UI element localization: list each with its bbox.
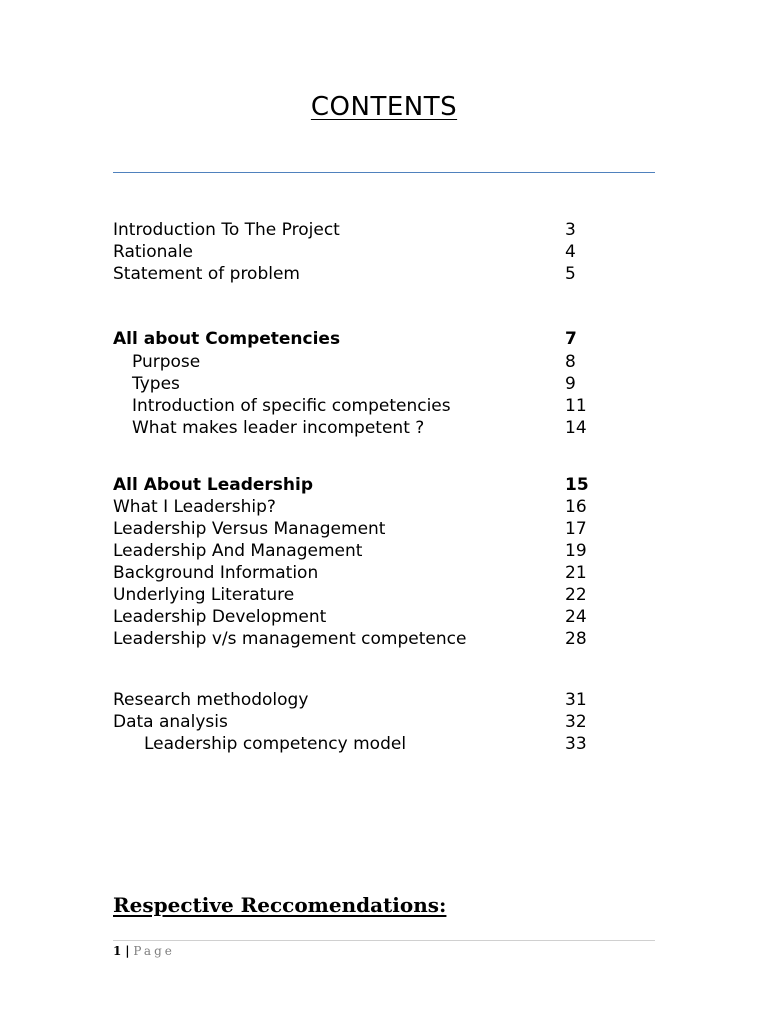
toc-entry [113, 606, 593, 628]
toc-entry [113, 395, 593, 417]
toc-entry-page: 7 [565, 329, 577, 349]
toc-entry-label: Purpose [132, 352, 201, 372]
toc-entry [113, 496, 593, 518]
toc-entry [113, 628, 593, 650]
toc-entry-label: Leadership Development [113, 607, 327, 627]
title-divider [113, 172, 655, 173]
toc-entry [113, 373, 593, 395]
toc-entry-page: 31 [565, 690, 587, 710]
toc-entry-page: 8 [565, 352, 576, 372]
footer-divider [113, 940, 655, 941]
toc-entry-page: 5 [565, 264, 576, 284]
toc-entry-label: Data analysis [113, 712, 228, 732]
toc-entry-label: Leadership competency model [144, 734, 407, 754]
toc-entry-label: What makes leader incompetent ? [132, 418, 425, 438]
toc-entry [113, 417, 593, 439]
toc-entry [113, 219, 593, 241]
toc-entry-label: Types [132, 374, 180, 394]
toc-entry [113, 733, 593, 755]
toc-entry-label: What I Leadership? [113, 497, 276, 517]
toc-entry-label: Leadership v/s management competence [113, 629, 467, 649]
toc-entry-label: Introduction To The Project [113, 220, 340, 240]
toc-section-heading [113, 474, 593, 496]
toc-entry-page: 15 [565, 475, 589, 495]
toc-entry-label: All about Competencies [113, 329, 341, 349]
toc-entry [113, 562, 593, 584]
toc-entry-label: Underlying Literature [113, 585, 295, 605]
toc-entry-page: 28 [565, 629, 587, 649]
toc-entry [113, 351, 593, 373]
toc-entry-page: 3 [565, 220, 576, 240]
toc-section-heading [113, 328, 593, 350]
toc-entry [113, 540, 593, 562]
toc-entry-label: Statement of problem [113, 264, 300, 284]
toc-entry-page: 22 [565, 585, 587, 605]
toc-entry [113, 689, 593, 711]
footer-page-word: Page [133, 944, 175, 958]
toc-entry-page: 21 [565, 563, 587, 583]
toc-entry-page: 24 [565, 607, 587, 627]
toc-entry-label: All About Leadership [113, 475, 314, 495]
toc-entry [113, 584, 593, 606]
page-title: CONTENTS [310, 92, 458, 122]
toc-entry [113, 711, 593, 733]
toc-entry-page: 9 [565, 374, 576, 394]
toc-entry-page: 16 [565, 497, 587, 517]
toc-entry-page: 19 [565, 541, 587, 561]
page-footer [113, 943, 175, 959]
toc-entry-label: Background Information [113, 563, 319, 583]
recommendations-heading: Respective Reccomendations: [113, 893, 447, 917]
toc-entry-label: Rationale [113, 242, 194, 262]
toc-entry-page: 4 [565, 242, 576, 262]
toc-entry-page: 11 [565, 396, 587, 416]
toc-entry [113, 263, 593, 285]
footer-separator: | [125, 944, 130, 958]
toc-entry [113, 518, 593, 540]
toc-entry-page: 14 [565, 418, 587, 438]
toc-entry-page: 32 [565, 712, 587, 732]
footer-page-number: 1 [113, 944, 122, 958]
toc-entry-page: 17 [565, 519, 587, 539]
toc-entry-label: Leadership And Management [113, 541, 363, 561]
toc-entry-page: 33 [565, 734, 587, 754]
toc-entry-label: Introduction of specific competencies [132, 396, 451, 416]
toc-entry-label: Research methodology [113, 690, 309, 710]
toc-entry [113, 241, 593, 263]
toc-entry-label: Leadership Versus Management [113, 519, 386, 539]
